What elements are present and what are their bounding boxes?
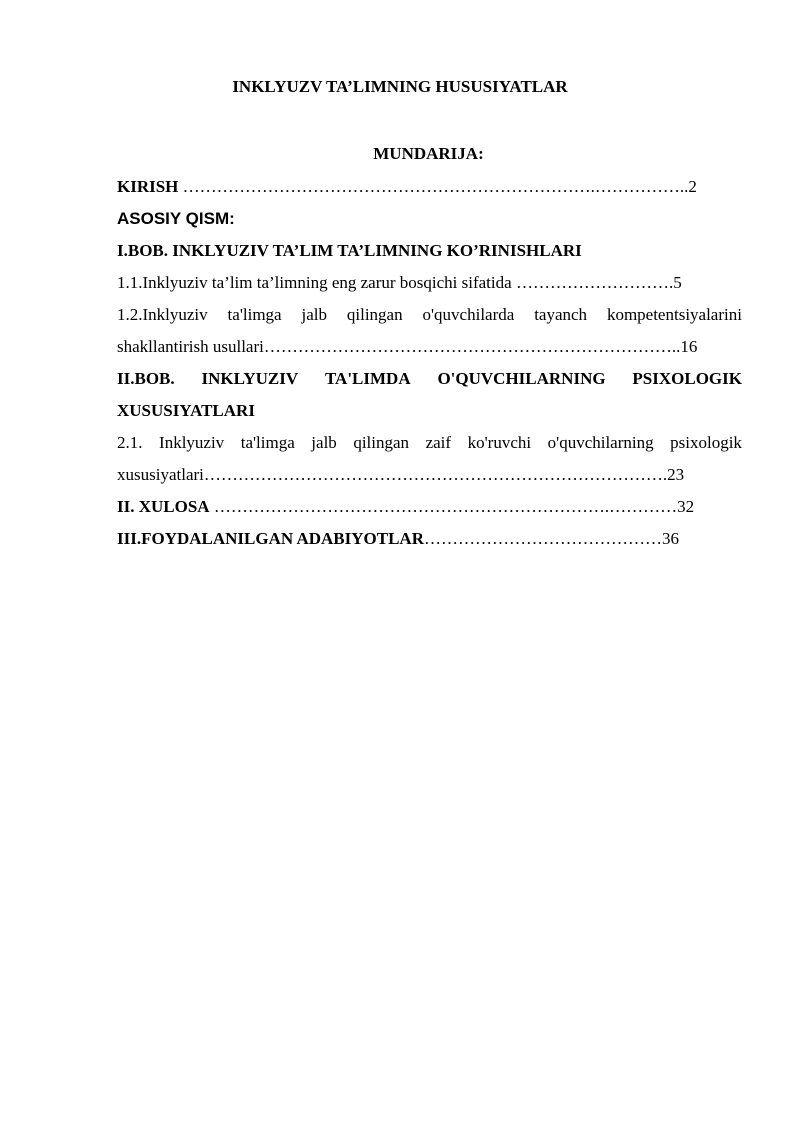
toc-entry-chapter-2[interactable] bbox=[117, 366, 742, 398]
toc-entry-section-2-1[interactable] bbox=[117, 430, 742, 462]
toc-word: tayanch bbox=[534, 305, 588, 324]
toc-word: ko'ruvchi bbox=[467, 433, 532, 452]
toc-word: ta'limga bbox=[240, 433, 295, 452]
toc-entry-conclusion[interactable] bbox=[117, 494, 742, 526]
toc-word: o'quvchilarning bbox=[547, 433, 654, 452]
toc-word: psixologik bbox=[670, 433, 742, 452]
toc-page-number: 16 bbox=[680, 337, 698, 356]
toc-heading bbox=[0, 143, 800, 165]
toc-leader: ……………………………………………………………….. bbox=[263, 337, 681, 356]
toc-entry-label: II. XULOSA bbox=[117, 497, 210, 516]
toc-word: jalb bbox=[311, 433, 337, 452]
toc-entry-section-1-1[interactable] bbox=[117, 270, 742, 302]
toc-entry-label: XUSUSIYATLARI bbox=[117, 401, 255, 420]
toc-entry-label: KIRISH bbox=[117, 177, 179, 196]
toc-page-number: 36 bbox=[662, 529, 679, 548]
toc-entry-label: shakllantirish usullari bbox=[117, 337, 264, 356]
toc-word: 1.2.Inklyuziv bbox=[117, 305, 208, 324]
toc-entry-label: xususiyatlari bbox=[117, 465, 204, 484]
toc-word: Inklyuziv bbox=[159, 433, 225, 452]
toc-entry-section-2-1-cont[interactable] bbox=[117, 462, 742, 494]
toc-entry-label: I.BOB. INKLYUZIV TA’LIM TA’LIMNING KO’RINISHLARI bbox=[117, 241, 582, 260]
toc-word: qilingan bbox=[346, 305, 403, 324]
toc-word: INKLYUZIV bbox=[201, 369, 299, 388]
toc-word: TA'LIMDA bbox=[324, 369, 411, 388]
toc-leader: ……………………………………………………………….…………….. bbox=[178, 177, 689, 196]
toc-word: ta'limga bbox=[227, 305, 282, 324]
toc-word: o'quvchilarda bbox=[422, 305, 515, 324]
toc-page-number: 5 bbox=[673, 273, 682, 292]
toc-entry-label: 1.1.Inklyuziv ta’lim ta’limning eng zarur bosqichi sifatida bbox=[117, 273, 516, 292]
toc-word: 2.1. bbox=[117, 433, 143, 452]
toc-entry-asosiy-qism bbox=[117, 206, 742, 238]
toc-entry-references[interactable] bbox=[117, 526, 742, 558]
toc-page-number: 23 bbox=[667, 465, 685, 484]
toc-leader: …………………………………… bbox=[424, 529, 662, 548]
toc-word: kompetentsiyalarini bbox=[606, 305, 742, 324]
document-title-text: INKLYUZV TA’LIMNING HUSUSIYATLAR bbox=[232, 77, 568, 96]
toc-leader: ………………………. bbox=[515, 273, 674, 292]
table-of-contents bbox=[117, 174, 742, 558]
toc-page-number: 2 bbox=[688, 177, 697, 196]
toc-entry-chapter-1[interactable] bbox=[117, 238, 742, 270]
toc-word: zaif bbox=[425, 433, 452, 452]
toc-word: jalb bbox=[301, 305, 327, 324]
toc-leader: …………………………………………………………….………… bbox=[209, 497, 678, 516]
toc-entry-section-1-2[interactable] bbox=[117, 302, 742, 334]
toc-entry-section-1-2-cont[interactable] bbox=[117, 334, 742, 366]
toc-heading-text: MUNDARIJA: bbox=[373, 144, 484, 163]
toc-word: O'QUVCHILARNING bbox=[437, 369, 606, 388]
toc-entry-chapter-2-cont[interactable] bbox=[117, 398, 742, 430]
toc-page-number: 32 bbox=[677, 497, 695, 516]
toc-word: qilingan bbox=[353, 433, 410, 452]
toc-entry-label: III.FOYDALANILGAN ADABIYOTLAR bbox=[117, 529, 424, 548]
toc-word: PSIXOLOGIK bbox=[632, 369, 742, 388]
toc-word: II.BOB. bbox=[117, 369, 175, 388]
toc-leader: ………………………………………………………………………. bbox=[203, 465, 668, 484]
document-title bbox=[0, 76, 800, 98]
toc-entry-kirish[interactable] bbox=[117, 174, 742, 206]
toc-entry-label: ASOSIY QISM: bbox=[117, 209, 235, 228]
